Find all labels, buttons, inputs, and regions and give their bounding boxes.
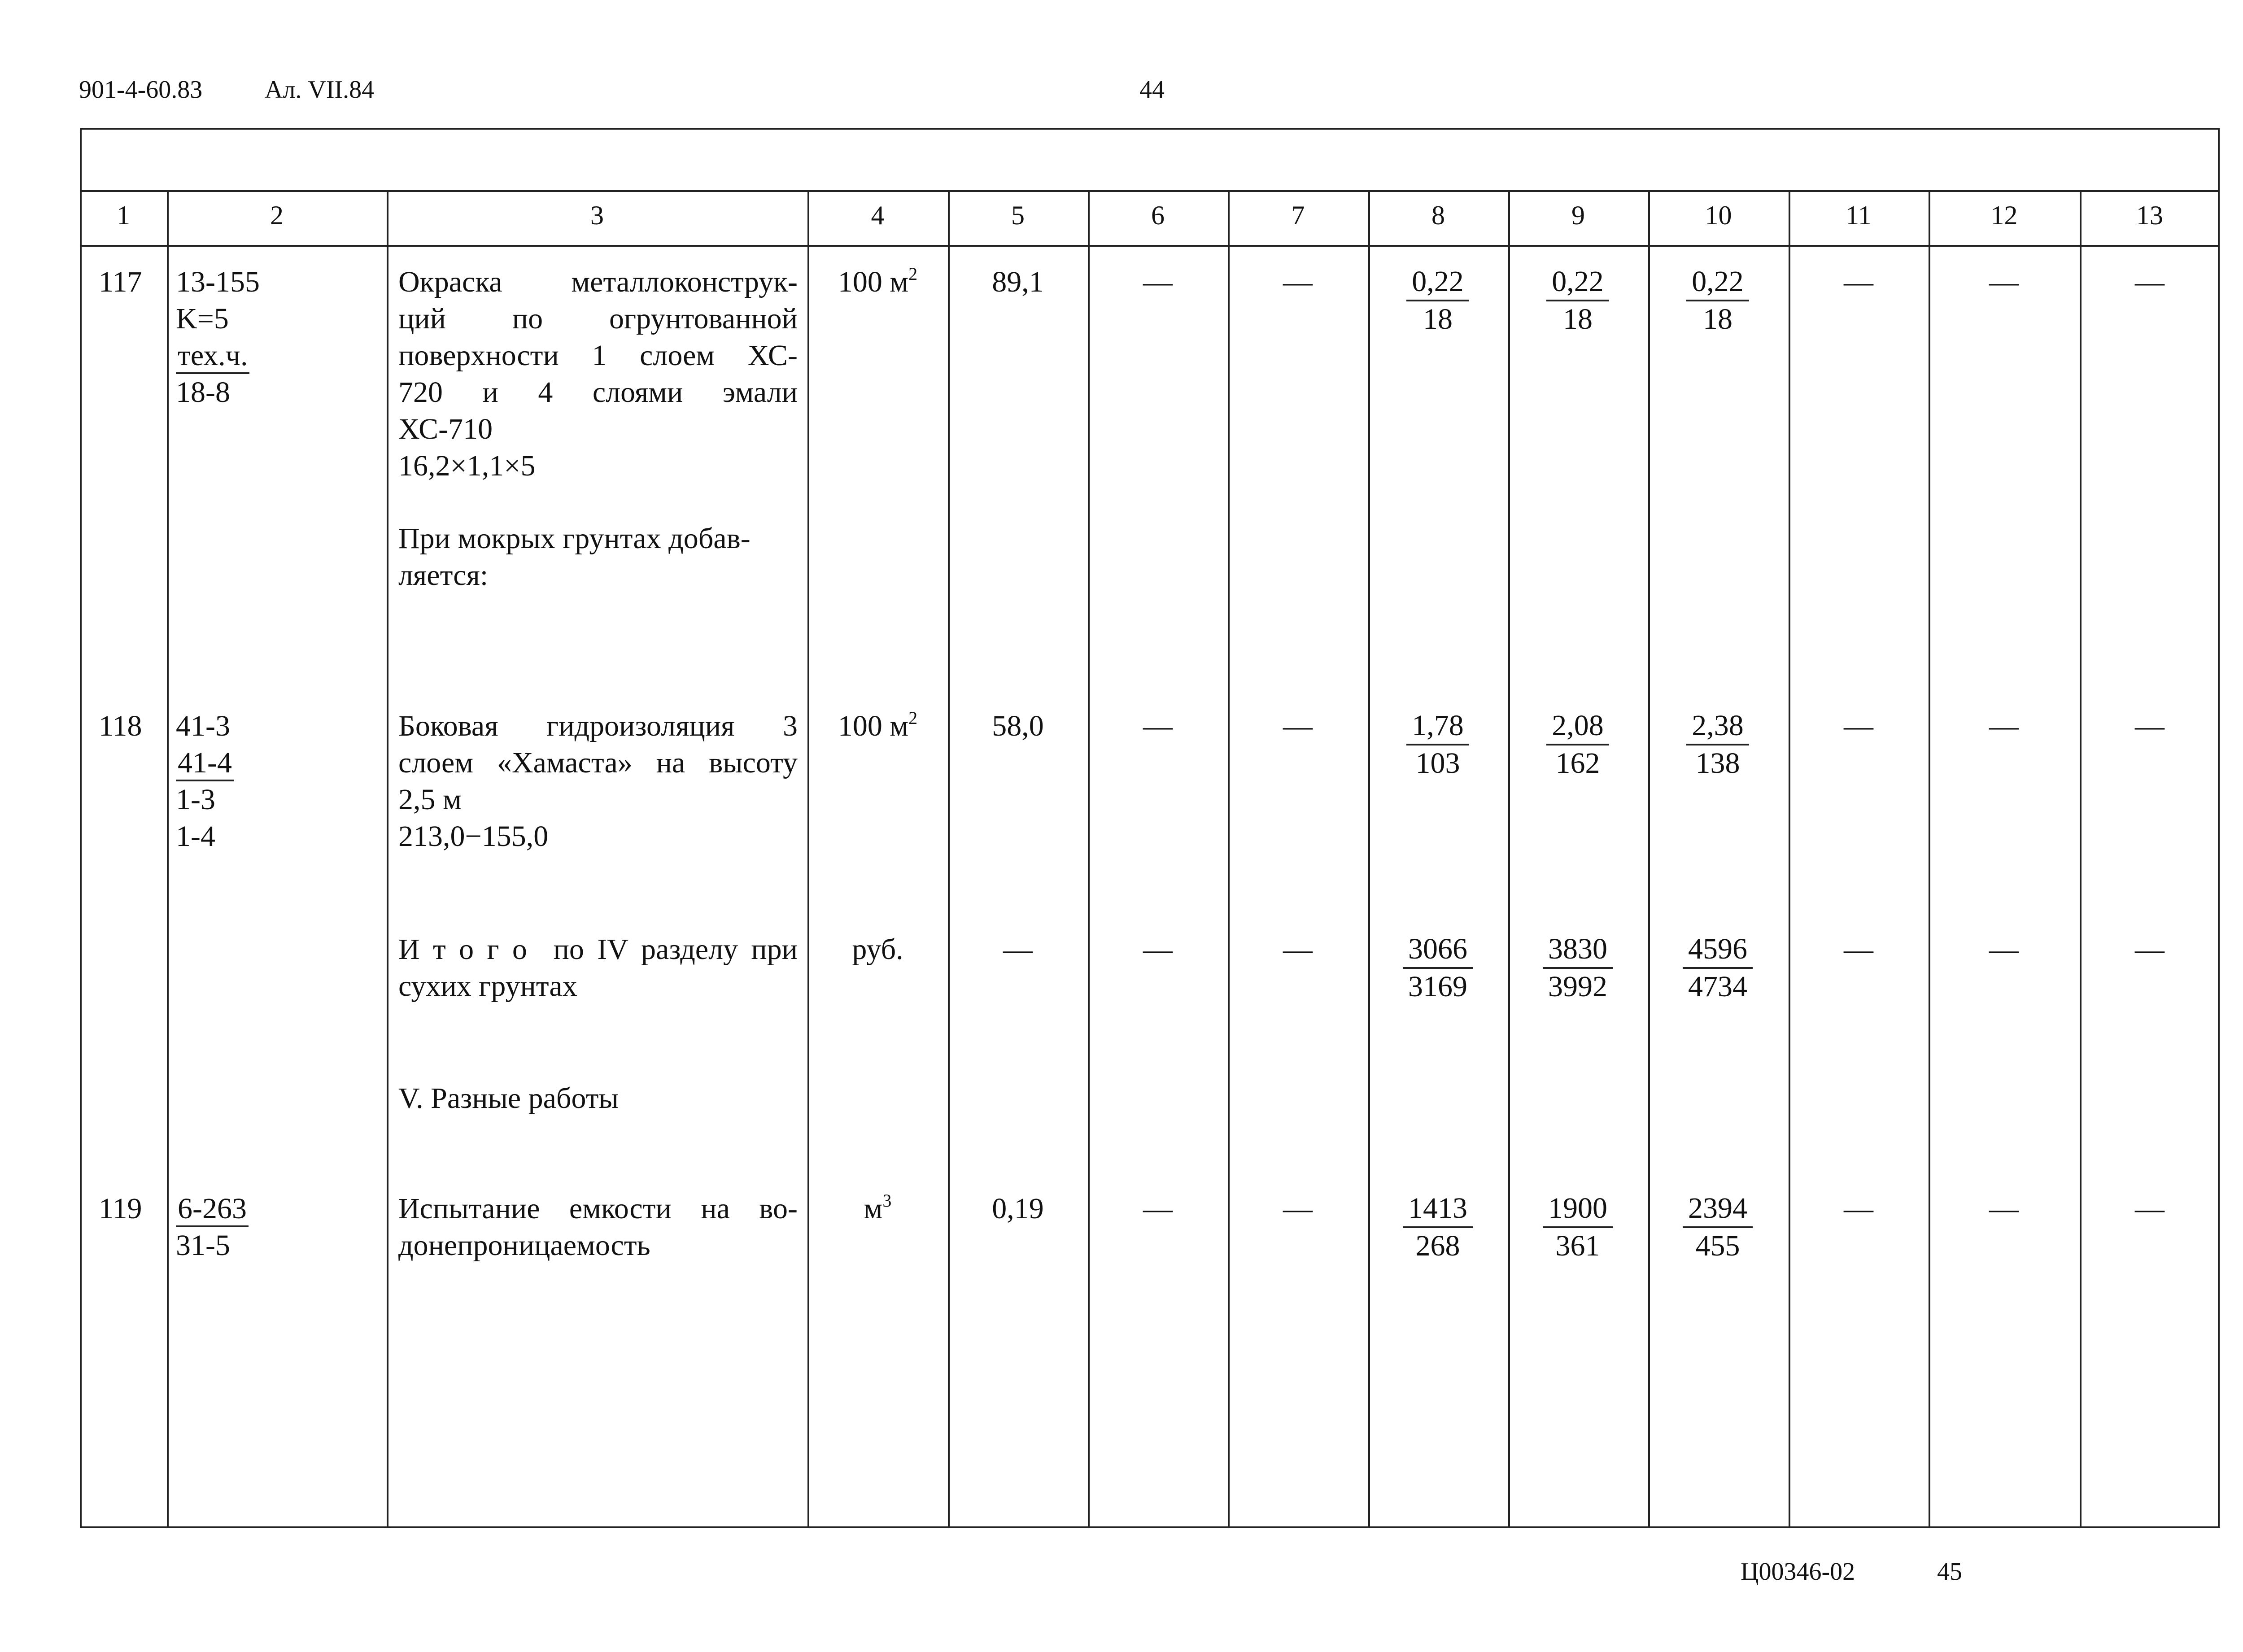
column-number-8: 8 xyxy=(1431,201,1445,230)
row-118-number: 118 xyxy=(99,710,142,742)
row-119-col8-fraction: $\frac{1413}{268}$ xyxy=(1368,1190,1507,1264)
row-119-code-2: 31-5 xyxy=(176,1229,230,1262)
row-119-description-2: донепроницаемость xyxy=(398,1229,650,1262)
row-119-quantity: 0,19 xyxy=(992,1192,1044,1225)
row-117-code-2: K=5 xyxy=(176,302,229,335)
row-118-description-3: 2,5 м xyxy=(398,783,462,816)
row-117-description-2: ций по огрунтованной xyxy=(398,302,798,335)
row-119-col11-dash: — xyxy=(1844,1192,1873,1225)
footer-code: Ц00346-02 xyxy=(1741,1558,1855,1586)
col-divider-7 xyxy=(1368,190,1370,1528)
row-118-col11-dash: — xyxy=(1844,710,1873,742)
col-divider-1 xyxy=(167,190,169,1528)
column-number-2: 2 xyxy=(270,201,284,230)
column-number-6: 6 xyxy=(1151,201,1165,230)
album-number: Ал. VII.84 xyxy=(265,76,375,104)
row-117-col12-dash: — xyxy=(1989,266,2019,298)
total-col10-fraction: $\frac{4596}{4734}$ xyxy=(1648,931,1787,1005)
total-col5-dash: — xyxy=(1003,933,1033,966)
row-117-col6-dash: — xyxy=(1143,266,1173,298)
column-number-12: 12 xyxy=(1990,201,2018,230)
total-unit: руб. xyxy=(852,933,903,966)
row-118-code-3: 1-3 xyxy=(176,783,215,816)
column-number-9: 9 xyxy=(1571,201,1585,230)
row-117-unit: 100 $м^2$ xyxy=(838,264,918,298)
row-119-col13-dash: — xyxy=(2135,1192,2164,1225)
column-number-4: 4 xyxy=(871,201,885,230)
row-119-col12-dash: — xyxy=(1989,1192,2019,1225)
column-number-11: 11 xyxy=(1846,201,1872,230)
total-col9-fraction: $\frac{3830}{3992}$ xyxy=(1508,931,1647,1005)
row-119-col6-dash: — xyxy=(1143,1192,1173,1225)
col-divider-3 xyxy=(807,190,809,1528)
row-119-code-1: 6-263 xyxy=(176,1190,249,1227)
row-118-code-4: 1-4 xyxy=(176,820,215,853)
col-divider-9 xyxy=(1648,190,1650,1528)
row-117-note-2: ляется: xyxy=(398,559,489,592)
row-117-description-6: 16,2×1,1×5 xyxy=(398,449,536,482)
total-col13-dash: — xyxy=(2135,933,2164,966)
total-description-1: И т о г о по IV разделу при xyxy=(398,933,798,966)
row-117-code-1: 13-155 xyxy=(176,266,260,298)
row-117-col10-fraction: $\frac{0,22}{18}$ xyxy=(1648,264,1787,337)
row-119-unit: $м^3$ xyxy=(864,1190,892,1225)
col-divider-8 xyxy=(1508,190,1510,1528)
row-117-description-1: Окраска металлоконструк- xyxy=(398,266,798,298)
row-117-col9-fraction: $\frac{0,22}{18}$ xyxy=(1508,264,1647,337)
row-118-col7-dash: — xyxy=(1283,710,1313,742)
row-118-col13-dash: — xyxy=(2135,710,2164,742)
row-118-unit: 100 $м^2$ xyxy=(838,708,918,742)
row-117-code-4: 18-8 xyxy=(176,376,230,409)
row-118-quantity: 58,0 xyxy=(992,710,1044,742)
row-117-col11-dash: — xyxy=(1844,266,1873,298)
row-118-col9-fraction: $\frac{2,08}{162}$ xyxy=(1508,708,1647,781)
col-divider-4 xyxy=(948,190,950,1528)
total-description-2: сухих грунтах xyxy=(398,970,577,1003)
row-117-note-1: При мокрых грунтах добав- xyxy=(398,522,751,555)
col-divider-12 xyxy=(2080,190,2082,1528)
total-col6-dash: — xyxy=(1143,933,1173,966)
row-119-col10-fraction: $\frac{2394}{455}$ xyxy=(1648,1190,1787,1264)
row-118-col10-fraction: $\frac{2,38}{138}$ xyxy=(1648,708,1787,781)
row-117-description-3: поверхности 1 слоем ХС- xyxy=(398,339,798,372)
footer-page-number: 45 xyxy=(1937,1558,1962,1586)
total-col7-dash: — xyxy=(1283,933,1313,966)
column-numbers-line xyxy=(80,245,2220,247)
row-119-number: 119 xyxy=(99,1192,142,1225)
row-118-description-4: 213,0−155,0 xyxy=(398,820,549,853)
document-code: 901-4-60.83 xyxy=(79,76,203,104)
row-117-number: 117 xyxy=(99,266,142,298)
section-heading: V. Разные работы xyxy=(398,1082,619,1115)
row-119-col9-fraction: $\frac{1900}{361}$ xyxy=(1508,1190,1647,1264)
column-number-5: 5 xyxy=(1011,201,1025,230)
col-divider-11 xyxy=(1929,190,1930,1528)
row-117-description-4: 720 и 4 слоями эмали xyxy=(398,376,798,409)
row-117-col8-fraction: $\frac{0,22}{18}$ xyxy=(1368,264,1507,337)
row-118-col6-dash: — xyxy=(1143,710,1173,742)
row-117-col7-dash: — xyxy=(1283,266,1313,298)
row-118-col12-dash: — xyxy=(1989,710,2019,742)
row-119-description-1: Испытание емкости на во- xyxy=(398,1192,798,1225)
total-col12-dash: — xyxy=(1989,933,2019,966)
table-header-line xyxy=(80,190,2220,192)
col-divider-6 xyxy=(1228,190,1230,1528)
row-117-description-5: ХС-710 xyxy=(398,413,493,445)
row-118-col8-fraction: $\frac{1,78}{103}$ xyxy=(1368,708,1507,781)
total-col8-fraction: $\frac{3066}{3169}$ xyxy=(1368,931,1507,1005)
row-118-code-1: 41-3 xyxy=(176,710,230,742)
col-divider-2 xyxy=(387,190,388,1528)
column-number-1: 1 xyxy=(117,201,130,230)
row-117-quantity: 89,1 xyxy=(992,266,1044,298)
row-118-code-2: 41-4 xyxy=(176,745,234,781)
row-118-description-1: Боковая гидроизоляция 3 xyxy=(398,710,798,742)
col-divider-5 xyxy=(1088,190,1090,1528)
total-col11-dash: — xyxy=(1844,933,1873,966)
column-number-3: 3 xyxy=(590,201,604,230)
column-number-10: 10 xyxy=(1705,201,1732,230)
page-number: 44 xyxy=(1139,76,1165,104)
row-117-col13-dash: — xyxy=(2135,266,2164,298)
column-number-13: 13 xyxy=(2136,201,2163,230)
col-divider-10 xyxy=(1789,190,1790,1528)
row-117-code-3: тех.ч. xyxy=(176,337,249,374)
column-number-7: 7 xyxy=(1291,201,1305,230)
row-119-col7-dash: — xyxy=(1283,1192,1313,1225)
row-118-description-2: слоем «Хамаста» на высоту xyxy=(398,746,798,779)
